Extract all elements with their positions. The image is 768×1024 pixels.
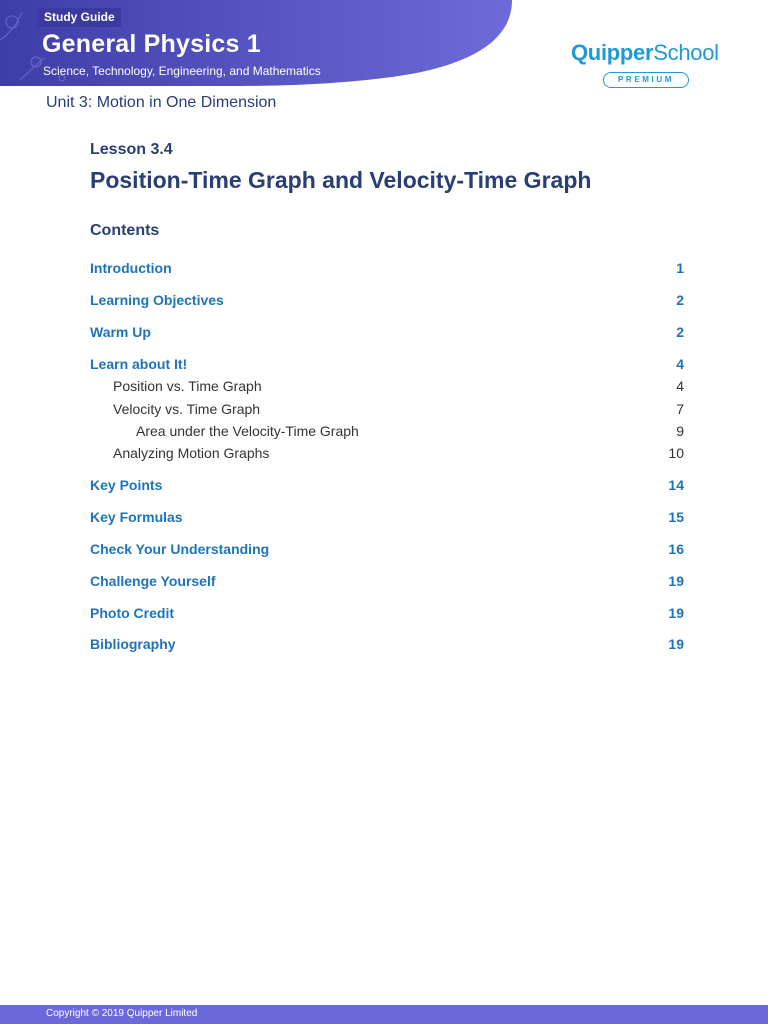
logo-brand-light: School <box>653 40 719 65</box>
course-subtitle: Science, Technology, Engineering, and Mathematics <box>43 64 321 78</box>
toc-page-number: 19 <box>668 605 684 621</box>
toc-item-position-vs-time-graph[interactable] <box>90 376 684 396</box>
study-guide-badge: Study Guide <box>38 8 121 27</box>
toc-item-check-your-understanding[interactable] <box>90 539 684 559</box>
toc-page-number: 19 <box>668 636 684 652</box>
toc-item-analyzing-motion-graphs[interactable] <box>90 443 684 463</box>
toc-page-number: 15 <box>668 509 684 525</box>
lesson-number: Lesson 3.4 <box>90 141 173 158</box>
footer-bar <box>0 1005 768 1024</box>
toc-label: Check Your Understanding <box>90 541 270 557</box>
toc-page-number: 7 <box>676 401 684 417</box>
toc-label: Introduction <box>90 260 172 276</box>
toc-label: Photo Credit <box>90 605 174 621</box>
toc-item-warm-up[interactable] <box>90 322 684 342</box>
unit-title: Unit 3: Motion in One Dimension <box>46 94 277 111</box>
logo-wordmark <box>571 40 719 66</box>
toc-item-key-points[interactable] <box>90 475 684 495</box>
toc-item-learn-about-it[interactable] <box>90 354 684 374</box>
header-banner <box>0 0 520 86</box>
toc-label: Learning Objectives <box>90 292 224 308</box>
toc-page-number: 16 <box>668 541 684 557</box>
copyright-text: Copyright © 2019 Quipper Limited <box>46 1008 198 1019</box>
toc-page-number: 14 <box>668 477 684 493</box>
toc-item-velocity-vs-time-graph[interactable] <box>90 399 684 419</box>
toc-label: Key Formulas <box>90 509 183 525</box>
quipper-school-logo <box>571 40 731 90</box>
lesson-title: Position-Time Graph and Velocity-Time Graph <box>90 167 592 193</box>
toc-page-number: 2 <box>676 324 684 340</box>
toc-item-introduction[interactable] <box>90 258 684 278</box>
toc-item-bibliography[interactable] <box>90 634 684 654</box>
toc-item-area-under-velocity-time-graph[interactable] <box>90 421 684 441</box>
toc-label: Bibliography <box>90 636 176 652</box>
contents-heading: Contents <box>90 222 160 239</box>
toc-item-learning-objectives[interactable] <box>90 290 684 310</box>
toc-page-number: 4 <box>676 356 684 372</box>
toc-page-number: 19 <box>668 573 684 589</box>
toc-label: Velocity vs. Time Graph <box>113 401 261 417</box>
toc-label: Challenge Yourself <box>90 573 216 589</box>
toc-page-number: 9 <box>676 423 684 439</box>
toc-label: Key Points <box>90 477 163 493</box>
toc-page-number: 1 <box>676 260 684 276</box>
toc-label: Area under the Velocity-Time Graph <box>136 423 359 439</box>
toc-label: Learn about It! <box>90 356 188 372</box>
logo-premium-badge: PREMIUM <box>603 72 689 88</box>
toc-page-number: 2 <box>676 292 684 308</box>
toc-page-number: 10 <box>668 445 684 461</box>
toc-page-number: 4 <box>676 378 684 394</box>
toc-item-photo-credit[interactable] <box>90 603 684 623</box>
toc-item-key-formulas[interactable] <box>90 507 684 527</box>
logo-brand-bold: Quipper <box>571 40 654 65</box>
toc-label: Analyzing Motion Graphs <box>113 445 270 461</box>
toc-label: Position vs. Time Graph <box>113 378 262 394</box>
toc-label: Warm Up <box>90 324 151 340</box>
course-title: General Physics 1 <box>42 30 261 58</box>
toc-item-challenge-yourself[interactable] <box>90 571 684 591</box>
